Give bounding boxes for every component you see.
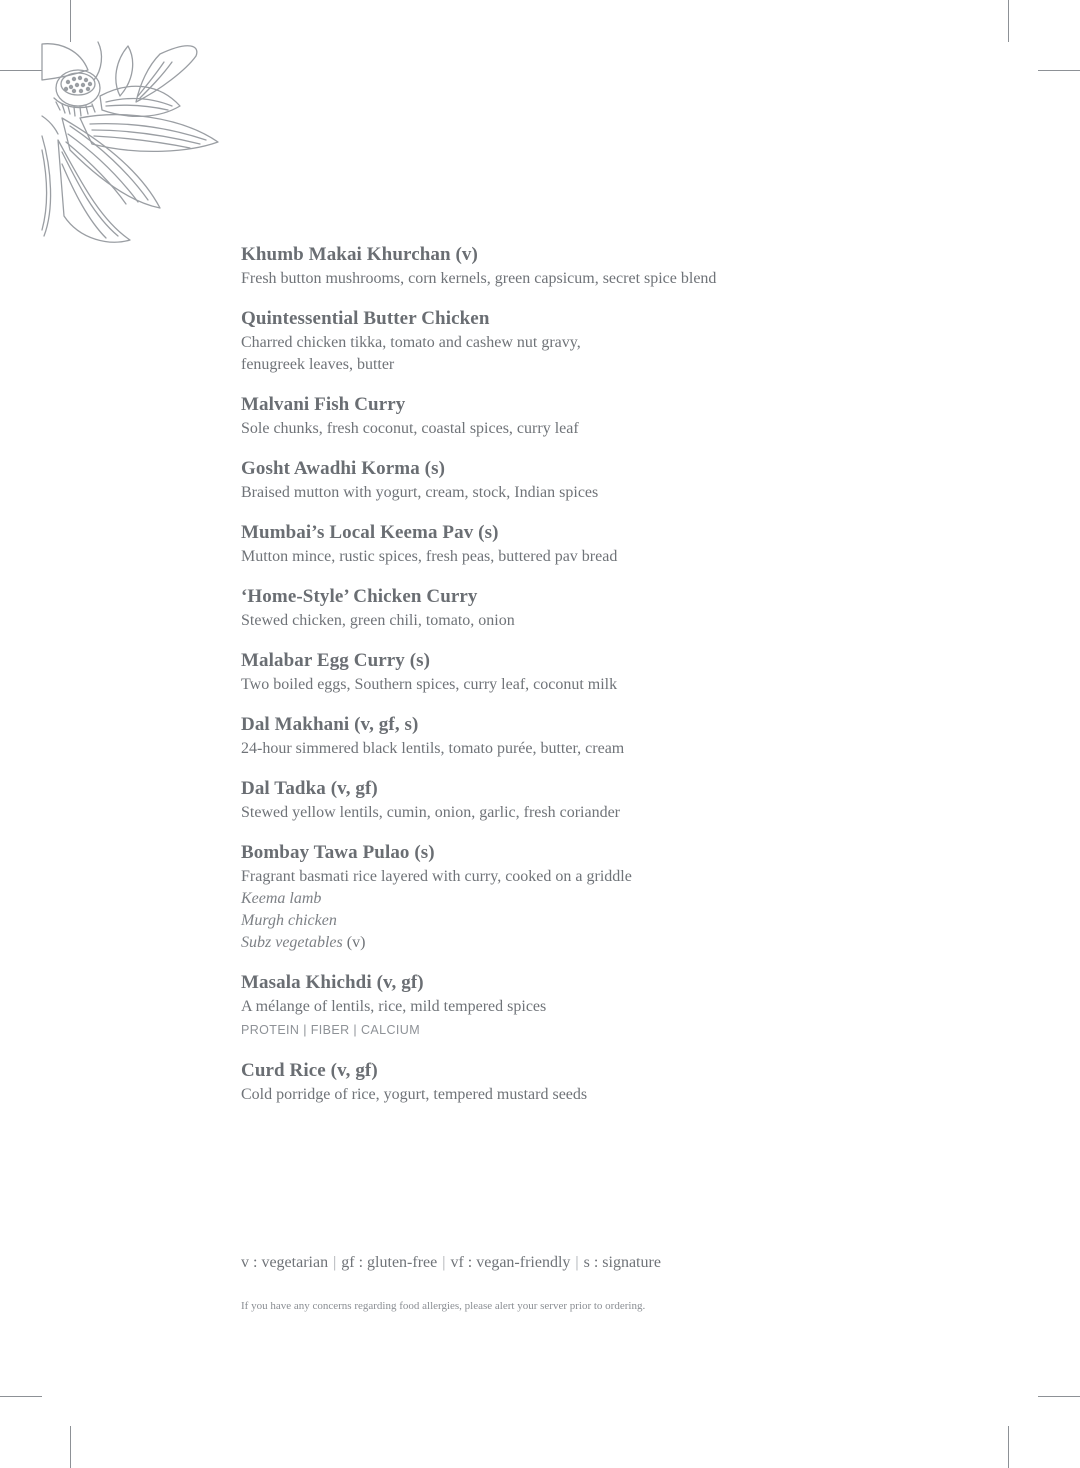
variant-diet-tag: (v) — [346, 934, 366, 951]
crop-mark-bottom-right — [1008, 1426, 1009, 1468]
legend-separator: | — [575, 1254, 579, 1271]
crop-mark-left-bottom — [0, 1396, 42, 1397]
menu-item-keema-pav — [241, 520, 881, 568]
variant-label: Murgh chicken — [241, 912, 337, 929]
menu-item-name: Malabar Egg Curry (s) — [241, 650, 431, 671]
menu-item-description: fenugreek leaves, butter — [241, 356, 395, 373]
crop-mark-right-bottom — [1038, 1396, 1080, 1397]
menu-item-description: Fragrant basmati rice layered with curry, cooked on a griddle — [241, 868, 632, 885]
menu-item-description: 24-hour simmered black lentils, tomato purée, butter, cream — [241, 740, 625, 757]
menu-item-description: Fresh button mushrooms, corn kernels, green capsicum, secret spice blend — [241, 270, 717, 287]
menu-item-malabar-egg-curry — [241, 648, 881, 696]
menu-item-malvani-fish-curry — [241, 392, 881, 440]
menu-item-description: Stewed chicken, green chili, tomato, onion — [241, 612, 515, 629]
menu-item-description: Mutton mince, rustic spices, fresh peas, buttered pav bread — [241, 548, 618, 565]
crop-mark-top-left — [70, 0, 71, 42]
menu-item-name: Quintessential Butter Chicken — [241, 308, 490, 329]
menu-item-description: Cold porridge of rice, yogurt, tempered mustard seeds — [241, 1086, 588, 1103]
menu-item-dal-tadka — [241, 776, 881, 824]
menu-item-name: Masala Khichdi (v, gf) — [241, 972, 424, 993]
menu-item-variant — [241, 932, 881, 954]
menu-item-khumb-makai-khurchan — [241, 242, 881, 290]
allergy-note: If you have any concerns regarding food allergies, please alert your server prior to ordering. — [241, 1300, 646, 1312]
menu-item-description: Sole chunks, fresh coconut, coastal spices, curry leaf — [241, 420, 579, 437]
legend-signature: s : signature — [583, 1254, 661, 1271]
menu-item-home-style-chicken-curry — [241, 584, 881, 632]
diet-legend — [241, 1254, 661, 1272]
menu-item-name: Malvani Fish Curry — [241, 394, 406, 415]
menu-item-butter-chicken — [241, 306, 881, 376]
menu-item-curd-rice — [241, 1058, 881, 1106]
menu-item-bombay-tawa-pulao — [241, 840, 881, 954]
crop-mark-top-right — [1008, 0, 1009, 42]
menu-item-description: Two boiled eggs, Southern spices, curry leaf, coconut milk — [241, 676, 618, 693]
menu-item-name: Mumbai’s Local Keema Pav (s) — [241, 522, 499, 543]
menu-item-name: Bombay Tawa Pulao (s) — [241, 842, 435, 863]
legend-vegetarian: v : vegetarian — [241, 1254, 329, 1271]
menu-item-name: Dal Makhani (v, gf, s) — [241, 714, 419, 735]
crop-mark-right-top — [1038, 70, 1080, 71]
menu-item-description: Stewed yellow lentils, cumin, onion, garlic, fresh coriander — [241, 804, 621, 821]
menu-item-variant — [241, 910, 881, 932]
menu-item-description: Braised mutton with yogurt, cream, stock, Indian spices — [241, 484, 599, 501]
menu-item-name: Khumb Makai Khurchan (v) — [241, 244, 478, 265]
lotus-flower-icon — [40, 40, 222, 246]
crop-mark-left-top — [0, 70, 42, 71]
menu-item-name: ‘Home-Style’ Chicken Curry — [241, 586, 478, 607]
menu-list — [241, 242, 881, 1122]
legend-separator: | — [442, 1254, 446, 1271]
menu-item-masala-khichdi — [241, 970, 881, 1042]
menu-item-variant — [241, 888, 881, 910]
legend-vegan-friendly: vf : vegan-friendly — [450, 1254, 571, 1271]
menu-item-name: Dal Tadka (v, gf) — [241, 778, 378, 799]
variant-label: Keema lamb — [241, 890, 322, 907]
menu-item-dal-makhani — [241, 712, 881, 760]
menu-item-gosht-awadhi-korma — [241, 456, 881, 504]
legend-gluten-free: gf : gluten-free — [341, 1254, 438, 1271]
menu-item-name: Curd Rice (v, gf) — [241, 1060, 378, 1081]
variant-label: Subz vegetables — [241, 934, 343, 951]
legend-separator: | — [333, 1254, 337, 1271]
menu-item-description: A mélange of lentils, rice, mild tempered spices — [241, 998, 547, 1015]
menu-item-description: Charred chicken tikka, tomato and cashew nut gravy, — [241, 334, 581, 351]
menu-item-name: Gosht Awadhi Korma (s) — [241, 458, 446, 479]
nutrition-tags: PROTEIN | FIBER | CALCIUM — [241, 1023, 421, 1037]
crop-mark-bottom-left — [70, 1426, 71, 1468]
